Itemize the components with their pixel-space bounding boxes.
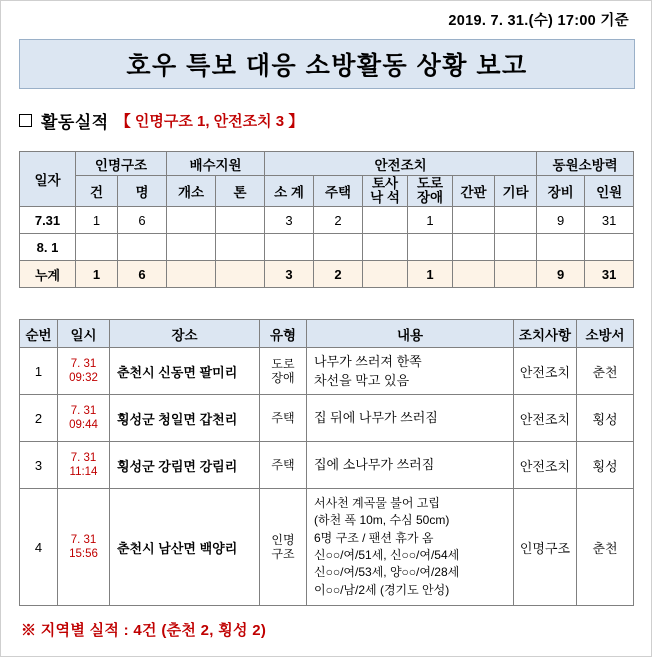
- summary-row2-mob-equip: 9: [537, 261, 585, 288]
- page-title: 호우 특보 대응 소방활동 상황 보고: [126, 52, 528, 80]
- detail-row3-content-line5: 신○○/여/53세, 양○○/여/28세: [314, 565, 460, 580]
- summary-header-row-1: [20, 152, 634, 176]
- section-heading: [19, 108, 303, 133]
- summary-row2-safety-road: 1: [408, 261, 453, 288]
- report-timestamp: 2019. 7. 31.(수) 17:00 기준: [448, 13, 629, 29]
- detail-row0-station: 춘천: [577, 348, 634, 395]
- detail-row1-station: 횡성: [577, 395, 634, 442]
- detail-row3-no: 4: [20, 489, 58, 606]
- table-row: [20, 234, 634, 261]
- summary-row2-rescue-people: 6: [118, 261, 167, 288]
- summary-row1-safety-road: [408, 234, 453, 261]
- detail-row3-type-line2: 구조: [271, 547, 295, 561]
- summary-subheader-safety-house: 주택: [314, 176, 363, 207]
- summary-row2-drain-place: [167, 261, 216, 288]
- summary-row2-safety-landslide: [363, 261, 408, 288]
- summary-row1-drain-place: [167, 234, 216, 261]
- detail-header-no: 순번: [20, 320, 58, 348]
- summary-row0-rescue-case: 1: [76, 207, 118, 234]
- detail-row2-station: 횡성: [577, 442, 634, 489]
- detail-row0-type: [260, 348, 307, 395]
- detail-row1-place: 횡성군 청일면 갑천리: [110, 395, 260, 442]
- summary-row0-safety-etc: [495, 207, 537, 234]
- detail-row1-no: 2: [20, 395, 58, 442]
- detail-row1-action: 안전조치: [514, 395, 577, 442]
- summary-row0-drain-ton: [216, 207, 265, 234]
- summary-table: [19, 151, 634, 288]
- detail-row0-datetime: [58, 348, 110, 395]
- summary-row1-safety-total: [265, 234, 314, 261]
- detail-row3-datetime: [58, 489, 110, 606]
- detail-row0-content-line1: 나무가 쓰러져 한쪽: [314, 353, 422, 369]
- detail-row2-no: 3: [20, 442, 58, 489]
- detail-row3-date: 7. 31: [70, 533, 97, 546]
- summary-row1-drain-ton: [216, 234, 265, 261]
- safety-road-line1: 도로: [416, 176, 444, 191]
- summary-header-rescue: 인명구조: [76, 152, 167, 176]
- detail-row0-no: 1: [20, 348, 58, 395]
- summary-subheader-mob-people: 인원: [585, 176, 634, 207]
- summary-row0-safety-landslide: [363, 207, 408, 234]
- detail-row2-action: 안전조치: [514, 442, 577, 489]
- detail-row3-content-line4: 신○○/여/51세, 신○○/여/54세: [314, 548, 460, 562]
- detail-table: [19, 319, 634, 606]
- summary-row0-drain-place: [167, 207, 216, 234]
- summary-row2-safety-total: 3: [265, 261, 314, 288]
- table-row: [20, 395, 634, 442]
- summary-row0-safety-sign: [453, 207, 495, 234]
- detail-row3-action: 인명구조: [514, 489, 577, 606]
- summary-row2-safety-sign: [453, 261, 495, 288]
- summary-subheader-safety-etc: 기타: [495, 176, 537, 207]
- detail-row3-content-line3: 6명 구조 / 팬션 휴가 옴: [314, 530, 434, 545]
- safety-landslide-line2: 낙 석: [370, 190, 400, 206]
- summary-header-date: 일자: [20, 152, 76, 207]
- detail-row3-time: 15:56: [69, 548, 98, 560]
- summary-subheader-rescue-case: 건: [76, 176, 118, 207]
- footer-note: ※ 지역별 실적 : 4건 (춘천 2, 횡성 2): [21, 622, 267, 639]
- summary-subheader-drain-ton: 톤: [216, 176, 265, 207]
- detail-row2-datetime: [58, 442, 110, 489]
- detail-row0-action: 안전조치: [514, 348, 577, 395]
- summary-row2-safety-house: 2: [314, 261, 363, 288]
- detail-row3-content: [307, 489, 514, 606]
- summary-header-drain: 배수지원: [167, 152, 265, 176]
- section-label: 활동실적: [41, 113, 109, 132]
- safety-landslide-line1: 토사: [371, 176, 399, 191]
- table-row: [20, 489, 634, 606]
- summary-subheader-drain-place: 개소: [167, 176, 216, 207]
- detail-row2-content: 집에 소나무가 쓰러짐: [307, 442, 514, 489]
- summary-row0-mob-equip: 9: [537, 207, 585, 234]
- summary-subheader-rescue-people: 명: [118, 176, 167, 207]
- summary-subheader-safety-road: [408, 176, 453, 207]
- detail-row3-content-line1: 서사천 계곡물 불어 고립: [314, 495, 440, 510]
- summary-row2-drain-ton: [216, 261, 265, 288]
- summary-row1-safety-sign: [453, 234, 495, 261]
- detail-header-row: [20, 320, 634, 348]
- summary-header-row-2: [20, 176, 634, 207]
- summary-row0-date: 7.31: [20, 207, 76, 234]
- summary-subheader-mob-equip: 장비: [537, 176, 585, 207]
- detail-row2-place: 횡성군 강림면 강림리: [110, 442, 260, 489]
- detail-row0-time: 09:32: [69, 372, 98, 384]
- summary-row0-safety-house: 2: [314, 207, 363, 234]
- detail-row0-type-line1: 도로: [271, 356, 295, 371]
- detail-row3-type-line1: 인명: [271, 532, 295, 547]
- detail-row0-date: 7. 31: [70, 357, 97, 370]
- detail-row2-type: 주택: [260, 442, 307, 489]
- summary-row0-safety-road: 1: [408, 207, 453, 234]
- detail-row3-type: [260, 489, 307, 606]
- detail-row0-content: [307, 348, 514, 395]
- detail-row1-time: 09:44: [69, 419, 98, 431]
- summary-row1-safety-landslide: [363, 234, 408, 261]
- detail-row0-place: 춘천시 신동면 팔미리: [110, 348, 260, 395]
- detail-header-datetime: 일시: [58, 320, 110, 348]
- detail-row1-type: 주택: [260, 395, 307, 442]
- section-sublabel: 【 인명구조 1, 안전조치 3 】: [115, 113, 304, 130]
- table-row: [20, 207, 634, 234]
- detail-row1-datetime: [58, 395, 110, 442]
- detail-row1-content: 집 뒤에 나무가 쓰러짐: [307, 395, 514, 442]
- detail-row0-content-line2: 차선을 막고 있음: [314, 373, 410, 388]
- summary-row1-safety-house: [314, 234, 363, 261]
- table-row: [20, 261, 634, 288]
- safety-road-line2: 장애: [416, 190, 444, 206]
- summary-row0-safety-total: 3: [265, 207, 314, 234]
- summary-row0-rescue-people: 6: [118, 207, 167, 234]
- detail-header-station: 소방서: [577, 320, 634, 348]
- detail-row3-content-line2: (하천 폭 10m, 수심 50cm): [314, 513, 450, 528]
- summary-table-wrap: [19, 151, 634, 288]
- summary-row2-rescue-case: 1: [76, 261, 118, 288]
- detail-row3-place: 춘천시 남산면 백양리: [110, 489, 260, 606]
- report-title-box: [19, 39, 635, 89]
- summary-row1-date: 8. 1: [20, 234, 76, 261]
- detail-header-content: 내용: [307, 320, 514, 348]
- detail-row0-type-line2: 장애: [271, 371, 295, 385]
- table-row: [20, 442, 634, 489]
- summary-subheader-safety-total: 소 계: [265, 176, 314, 207]
- summary-row0-mob-people: 31: [585, 207, 634, 234]
- summary-row1-mob-people: [585, 234, 634, 261]
- summary-row2-date: 누계: [20, 261, 76, 288]
- summary-row1-mob-equip: [537, 234, 585, 261]
- detail-row3-content-line6: 이○○/남/2세 (경기도 안성): [314, 582, 450, 597]
- summary-row1-rescue-people: [118, 234, 167, 261]
- summary-header-safety: 안전조치: [265, 152, 537, 176]
- square-bullet-icon: [19, 114, 32, 127]
- summary-row2-safety-etc: [495, 261, 537, 288]
- detail-header-type: 유형: [260, 320, 307, 348]
- summary-subheader-safety-sign: 간판: [453, 176, 495, 207]
- table-row: [20, 348, 634, 395]
- summary-row1-rescue-case: [76, 234, 118, 261]
- detail-header-place: 장소: [110, 320, 260, 348]
- summary-row1-safety-etc: [495, 234, 537, 261]
- detail-row2-time: 11:14: [69, 466, 98, 478]
- summary-row2-mob-people: 31: [585, 261, 634, 288]
- detail-table-wrap: [19, 319, 634, 606]
- detail-header-action: 조치사항: [514, 320, 577, 348]
- detail-row2-date: 7. 31: [70, 451, 97, 464]
- summary-header-mobilized: 동원소방력: [537, 152, 634, 176]
- detail-row3-station: 춘천: [577, 489, 634, 606]
- detail-row1-date: 7. 31: [70, 404, 97, 417]
- summary-subheader-safety-landslide: [363, 176, 408, 207]
